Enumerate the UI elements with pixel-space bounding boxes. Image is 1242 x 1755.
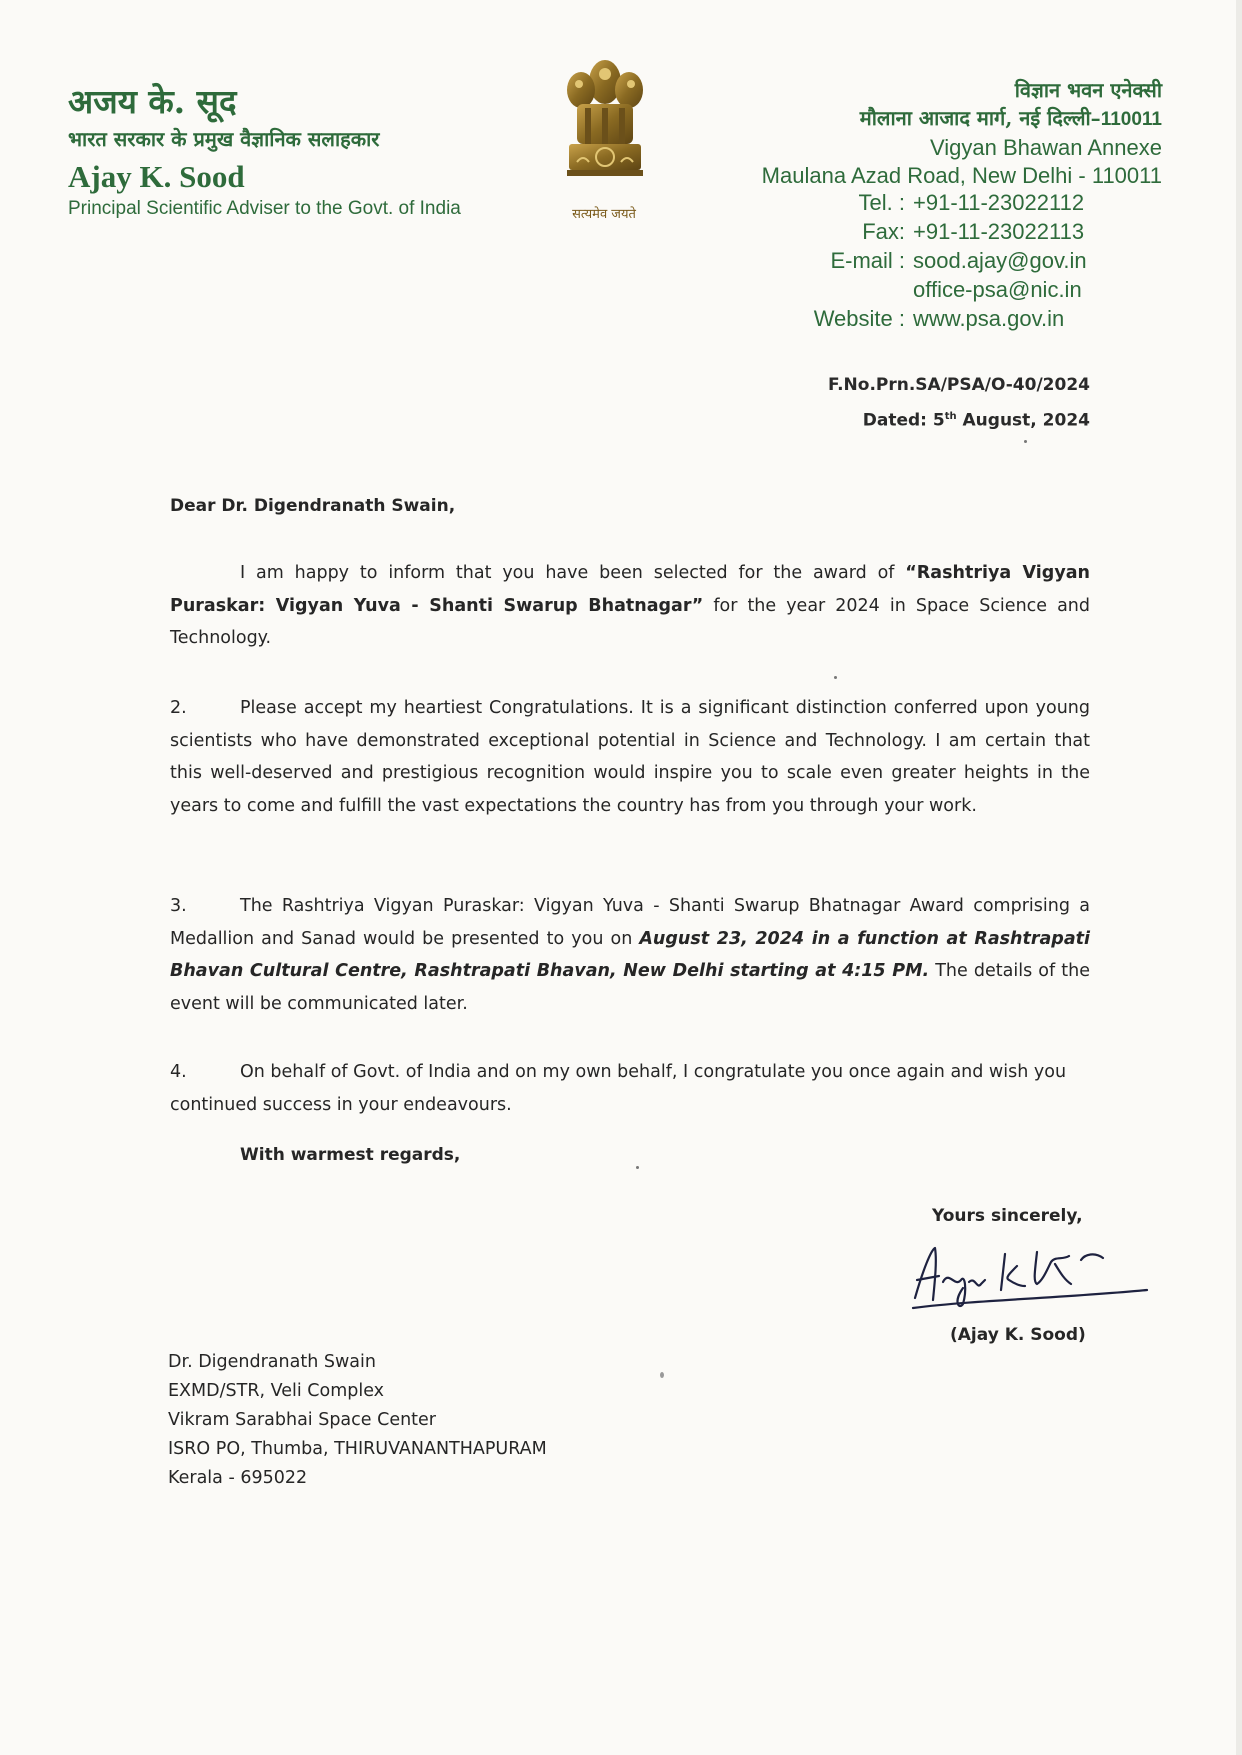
tel-label: Tel. :	[858, 190, 905, 215]
regards-line: With warmest regards,	[240, 1145, 461, 1165]
scan-speck	[636, 1166, 639, 1169]
sender-name-hindi: अजय के. सूद	[68, 82, 237, 121]
email-row	[805, 246, 1087, 275]
recipient-address	[168, 1348, 547, 1493]
office-road-hindi: मौलाना आजाद मार्ग, नई दिल्ली–110011	[859, 106, 1162, 130]
paragraph-1: I am happy to inform that you have been selected for the award of “Rashtriya Vigyan Puraskar: Vigyan Yuva - Shanti Swarup Bhatnagar” for the year 2024 in Space Science and Technology.	[170, 563, 1091, 648]
signature-icon	[905, 1240, 1150, 1310]
email-label: E-mail :	[830, 248, 905, 273]
fax-value: +91-11-23022113	[913, 219, 1085, 244]
website-link[interactable]: www.psa.gov.in	[913, 306, 1065, 331]
letter-date: Dated: 5th August, 2024	[862, 410, 1090, 431]
tel-value: +91-11-23022112	[913, 190, 1085, 215]
fax-row	[805, 217, 1087, 246]
paragraph-4: 4. On behalf of Govt. of India and on my own behalf, I congratulate you once again and wish you continued success in your endeavours.	[170, 1062, 1067, 1115]
scan-speck	[834, 676, 837, 679]
sender-title-hindi: भारत सरकार के प्रमुख वैज्ञानिक सलाहकार	[68, 127, 380, 151]
address-line: Vikram Sarabhai Space Center	[168, 1410, 437, 1430]
office-road: Maulana Azad Road, New Delhi - 110011	[761, 163, 1162, 188]
scan-speck	[660, 1372, 664, 1378]
salutation: Dear Dr. Digendranath Swain,	[170, 496, 456, 516]
address-line: EXMD/STR, Veli Complex	[168, 1381, 385, 1401]
email-value-2[interactable]: office-psa@nic.in	[913, 277, 1082, 302]
website-row	[805, 304, 1087, 333]
sender-title: Principal Scientific Adviser to the Govt. of India	[68, 198, 461, 219]
paragraph-2: 2. Please accept my heartiest Congratulations. It is a significant distinction conferred upon young scientists who have demonstrated exceptional potential in Science and Technology. I am certain that this well-deserved and prestigious recognition would inspire you to scale even greater heights in the years to come and fulfill the vast expectations the country has from you through your work.	[170, 698, 1090, 816]
closing-line: Yours sincerely,	[932, 1206, 1083, 1226]
tel-row	[805, 188, 1087, 217]
signatory-name: (Ajay K. Sood)	[950, 1325, 1086, 1345]
email-value-1[interactable]: sood.ajay@gov.in	[913, 248, 1087, 273]
office-building: Vigyan Bhawan Annexe	[930, 135, 1162, 160]
scan-speck	[1024, 440, 1027, 443]
file-number: F.No.Prn.SA/PSA/O-40/2024	[827, 375, 1090, 395]
website-label: Website :	[813, 306, 905, 331]
fax-label: Fax:	[862, 219, 905, 244]
emblem-motto: सत्यमेव जयते	[572, 207, 636, 222]
sender-block	[68, 82, 461, 222]
email-row-2	[805, 275, 1087, 304]
page-edge	[1236, 0, 1242, 1755]
office-building-hindi: विज्ञान भवन एनेक्सी	[1014, 78, 1162, 102]
office-address-block	[762, 76, 1162, 190]
address-line: Dr. Digendranath Swain	[168, 1352, 376, 1372]
reference-block	[828, 370, 1090, 437]
sender-name: Ajay K. Sood	[68, 159, 245, 194]
paragraph-3: 3. The Rashtriya Vigyan Puraskar: Vigyan Yuva - Shanti Swarup Bhatnagar Award comprising a Medallion and Sanad would be presented to you on August 23, 2024 in a function at Rashtrapati Bhavan Cultural Centre, Rashtrapati Bhavan, New Delhi starting at 4:15 PM. The details of the event will be communicated later.	[170, 896, 1091, 1014]
address-line: Kerala - 695022	[168, 1468, 308, 1488]
contact-details	[805, 188, 1087, 333]
address-line: ISRO PO, Thumba, THIRUVANANTHAPURAM	[168, 1439, 547, 1459]
